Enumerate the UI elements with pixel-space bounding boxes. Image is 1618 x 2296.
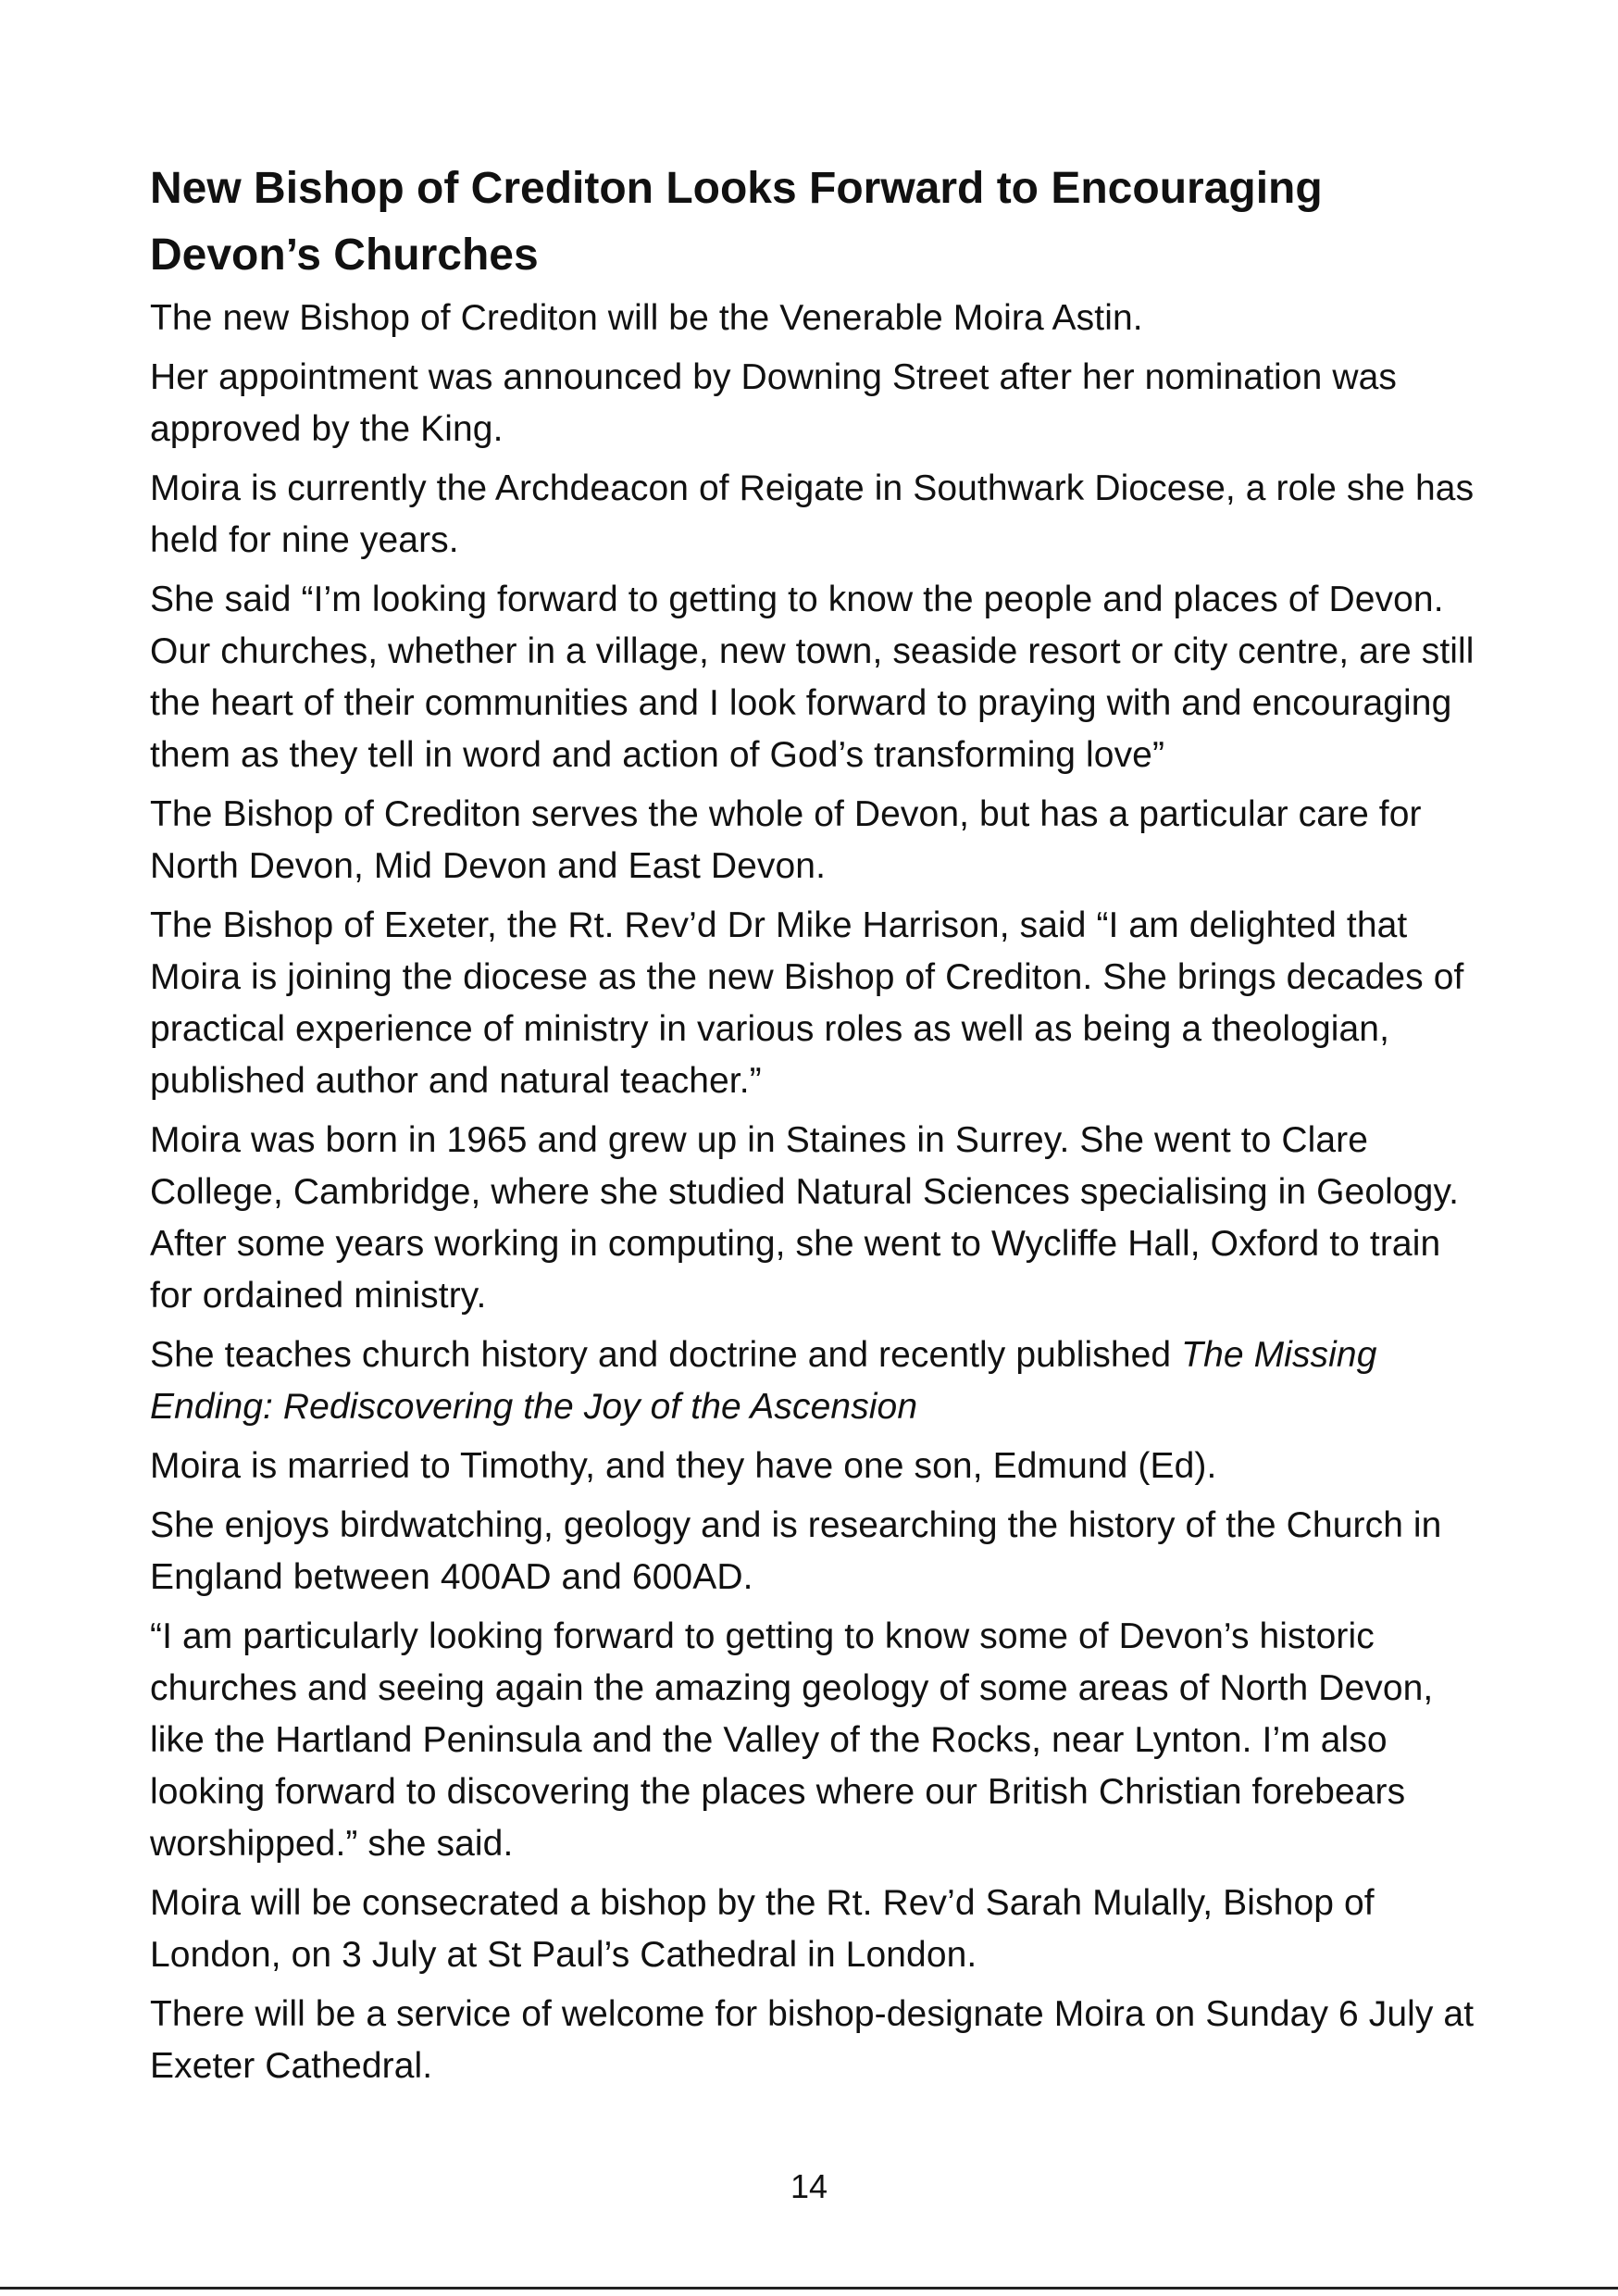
article <box>150 156 1483 2100</box>
article-paragraph: She enjoys birdwatching, geology and is researching the history of the Church in England between 400AD and 600AD. <box>150 1505 1442 1597</box>
article-paragraph: Moira is married to Timothy, and they have one son, Edmund (Ed). <box>150 1446 1217 1486</box>
book-title: The Missing Ending: Rediscovering the Joy of the Ascension <box>150 1335 1377 1427</box>
book-intro-text: She teaches church history and doctrine and recently published <box>150 1335 1182 1375</box>
article-paragraph: “I am particularly looking forward to getting to know some of Devon’s historic churches and seeing again the amazing geology of some areas of North Devon, like the Hartland Peninsula and the Valley of the Rocks, near Lynton. I’m also looking forward to discovering the places where our British Christian forebears worshipped.” she said. <box>150 1616 1434 1864</box>
article-paragraph: There will be a service of welcome for bishop-designate Moira on Sunday 6 July at Exeter Cathedral. <box>150 1994 1475 2086</box>
article-paragraph: The Bishop of Exeter, the Rt. Rev’d Dr Mike Harrison, said “I am delighted that Moira is joining the diocese as the new Bishop of Crediton. She brings decades of practical experience of ministry in various roles as well as being a theologian, published author and natural teacher.” <box>150 905 1464 1101</box>
article-paragraph: Moira was born in 1965 and grew up in Staines in Surrey. She went to Clare College, Cambridge, where she studied Natural Sciences specialising in Geology. After some years working in computing, she went to Wycliffe Hall, Oxford to train for ordained ministry. <box>150 1120 1460 1316</box>
article-paragraph: The Bishop of Crediton serves the whole of Devon, but has a particular care for North Devon, Mid Devon and East Devon. <box>150 794 1422 886</box>
article-paragraph: She said “I’m looking forward to getting to know the people and places of Devon. Our churches, whether in a village, new town, seaside resort or city centre, are still the heart of their communities and I look forward to praying with and encouraging them as they tell in word and action of God’s transforming love” <box>150 580 1475 775</box>
article-paragraph: Moira will be consecrated a bishop by the Rt. Rev’d Sarah Mulally, Bishop of London, on 3 July at St Paul’s Cathedral in London. <box>150 1883 1375 1975</box>
bottom-divider <box>0 2287 1618 2290</box>
article-paragraph: Her appointment was announced by Downing Street after her nomination was approved by the King. <box>150 357 1397 449</box>
article-paragraph: The new Bishop of Crediton will be the Venerable Moira Astin. <box>150 298 1143 338</box>
article-title: New Bishop of Crediton Looks Forward to Encouraging Devon’s Churches <box>150 164 1323 280</box>
article-paragraph: Moira is currently the Archdeacon of Reigate in Southwark Diocese, a role she has held for nine years. <box>150 468 1475 560</box>
page-number: 14 <box>790 2167 828 2205</box>
article-paragraph-book <box>150 1329 1483 1433</box>
